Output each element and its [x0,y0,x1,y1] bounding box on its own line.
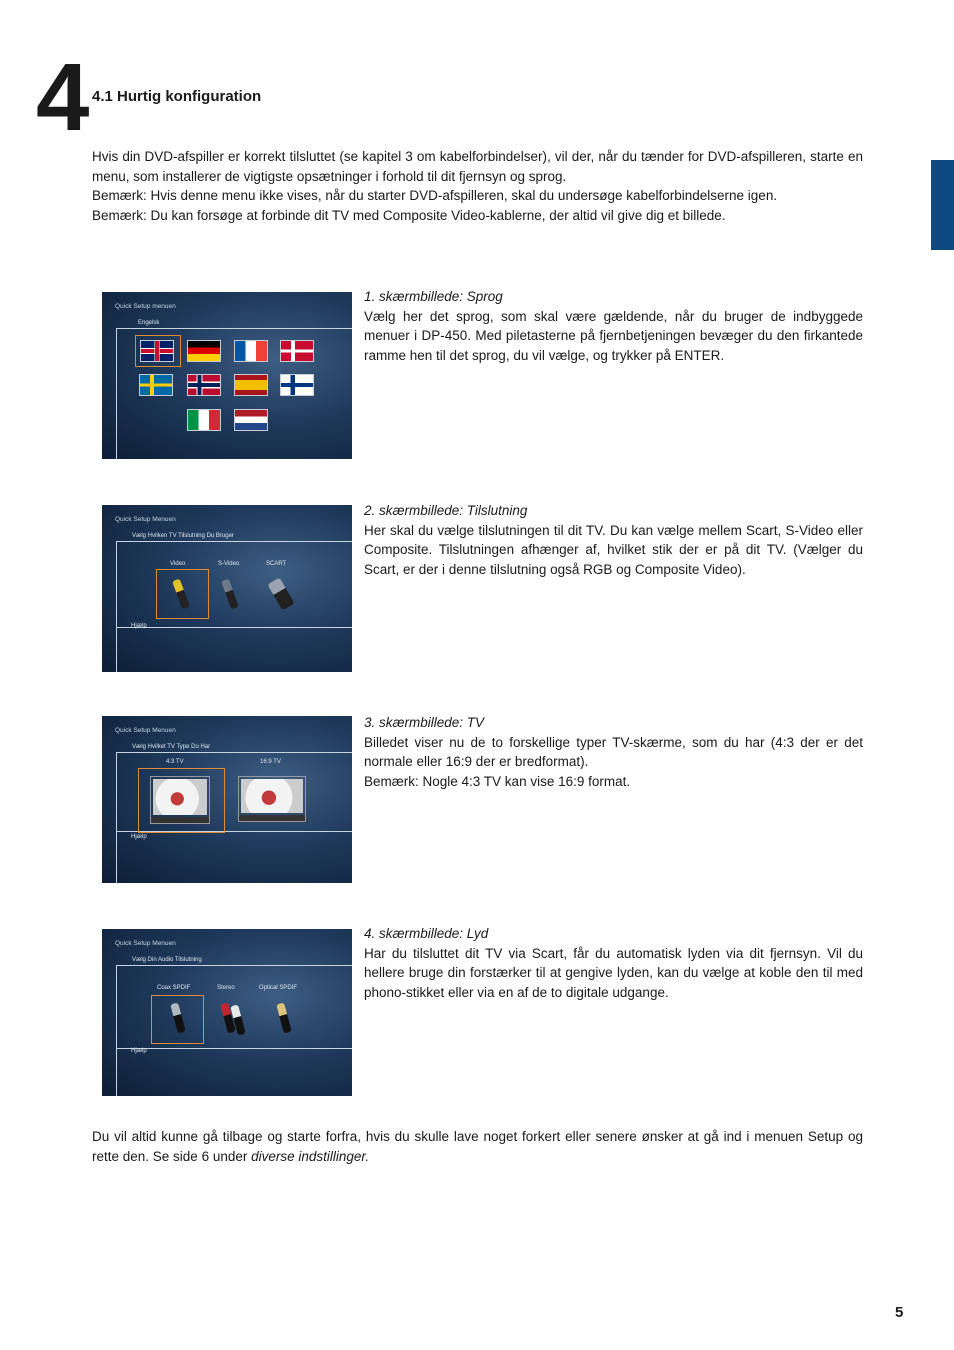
screenshot-connection [102,505,352,672]
menu-title: Quick Setup Menuen [115,516,176,523]
caption-audio [364,924,863,1002]
option-coax-spdif[interactable]: Coax SPDIF [157,985,191,991]
caption-connection [364,501,863,579]
option-s-video[interactable]: S-Video [218,561,240,567]
option-video[interactable]: Video [170,561,186,567]
screenshot-audio [102,929,352,1096]
intro-text [92,147,863,225]
menu-rule-vertical [116,541,117,672]
menu-subtitle: Engelsk [138,320,160,326]
flag-sweden-icon[interactable] [139,374,173,396]
intro-paragraph: Hvis din DVD-afspiller er korrekt tilsluttet (se kapitel 3 om kabelforbindelser), vil der, når du tænder for DVD-afspilleren, starte en menu, som installerer de vigtigste opsætninger i forhold til dit fjernsyn og sprog. [92,149,863,184]
tv-16-9-icon [238,776,306,822]
menu-title: Quick Setup Menuen [115,727,176,734]
intro-note-1: Bemærk: Hvis denne menu ikke vises, når du starter DVD-afspilleren, skal du undersøge kabelforbindelserne igen. [92,188,778,203]
caption-note: Bemærk: Nogle 4:3 TV kan vise 16:9 format. [364,773,631,789]
optical-plug-icon [276,1002,291,1033]
flag-italy-icon[interactable] [187,409,221,431]
page-number: 5 [895,1304,904,1321]
option-16-9-tv[interactable]: 16:9 TV [260,759,281,765]
menu-rule-vertical [116,752,117,883]
menu-subtitle: Vælg Din Audio Tilslutning [132,957,202,963]
outro-text [92,1127,863,1166]
flag-netherlands-icon[interactable] [234,409,268,431]
flag-spain-icon[interactable] [234,374,268,396]
outro-body: Du vil altid kunne gå tilbage og starte forfra, hvis du skulle lave noget forkert eller senere ønsker at gå ind i menuen Setup og rette den. Se side 6 under [92,1129,863,1164]
option-scart[interactable]: SCART [266,561,287,567]
outro-reference: diverse indstillinger. [251,1148,370,1164]
option-4-3-tv[interactable]: 4:3 TV [166,759,184,765]
scart-plug-icon [267,578,294,611]
caption-title: 4. skærmbillede: Lyd [364,926,489,941]
caption-text: Har du tilsluttet dit TV via Scart, får du automatisk lyden via dit fjernsyn. Vil du hellere bruge din forstærker til at gengive lyden, kan du vælge at koble den til med phono-stikket eller via en af de to digitale udgange. [364,945,863,1000]
menu-subtitle: Vælg Hvilken TV Tilslutning Du Bruger [132,533,234,539]
help-label: Hjælp [131,623,147,629]
menu-rule-vertical [116,965,117,1096]
help-label: Hjælp [131,834,147,840]
caption-language [364,287,863,365]
caption-text: Vælg her det sprog, som skal være gældende, når du bruger de indbyggede menuer i DP-450. Med piletasterne på fjernbetjeningen bevæger du den firkantede ramme hen til det sprog, du vil vælge, og trykker på ENTER. [364,308,863,363]
flag-denmark-icon[interactable] [280,340,314,362]
chapter-side-tab [931,160,954,250]
flag-germany-icon[interactable] [187,340,221,362]
option-optical-spdif[interactable]: Optical SPDIF [259,985,298,991]
caption-title: 3. skærmbillede: TV [364,715,485,730]
screenshot-tv-type [102,716,352,883]
chapter-number: 4 [36,44,90,151]
flag-france-icon[interactable] [234,340,268,362]
menu-rule [116,328,352,329]
flag-uk-icon[interactable] [140,340,174,362]
tv-4-3-icon [150,776,210,824]
menu-rule [116,752,352,753]
menu-rule [116,965,352,966]
help-label: Hjælp [131,1048,147,1054]
menu-rule-vertical [116,328,117,459]
option-stereo[interactable]: Stereo [217,985,235,991]
menu-rule [116,541,352,542]
caption-title: 1. skærmbillede: Sprog [364,289,503,304]
menu-title: Quick Setup menuen [115,303,176,310]
caption-text: Billedet viser nu de to forskellige typer TV-skærme, som du har (4:3 der er det normale eller 16:9 der er bredformat). [364,734,863,769]
caption-tv-type [364,713,863,791]
flag-finland-icon[interactable] [280,374,314,396]
menu-subtitle: Vælg Hvilket TV Type Du Har [132,744,211,750]
intro-note-2: Bemærk: Du kan forsøge at forbinde dit TV med Composite Video-kablerne, der altid vil give dig et billede. [92,207,726,223]
caption-title: 2. skærmbillede: Tilslutning [364,503,528,518]
menu-rule-bottom [116,1048,352,1049]
section-title: 4.1 Hurtig konfiguration [92,88,262,105]
menu-title: Quick Setup Menuen [115,940,176,947]
s-video-plug-icon [221,579,239,610]
flag-norway-icon[interactable] [187,374,221,396]
caption-text: Her skal du vælge tilslutningen til dit TV. Du kan vælge mellem Scart, S-Video eller Composite. Tilslutningen afhænger af, hvilket stik der er på dit TV. (Vælger du Scart, er der i denne tilslutning også RGB og Composite Video). [364,522,863,577]
screenshot-language [102,292,352,459]
menu-rule-bottom [116,627,352,628]
